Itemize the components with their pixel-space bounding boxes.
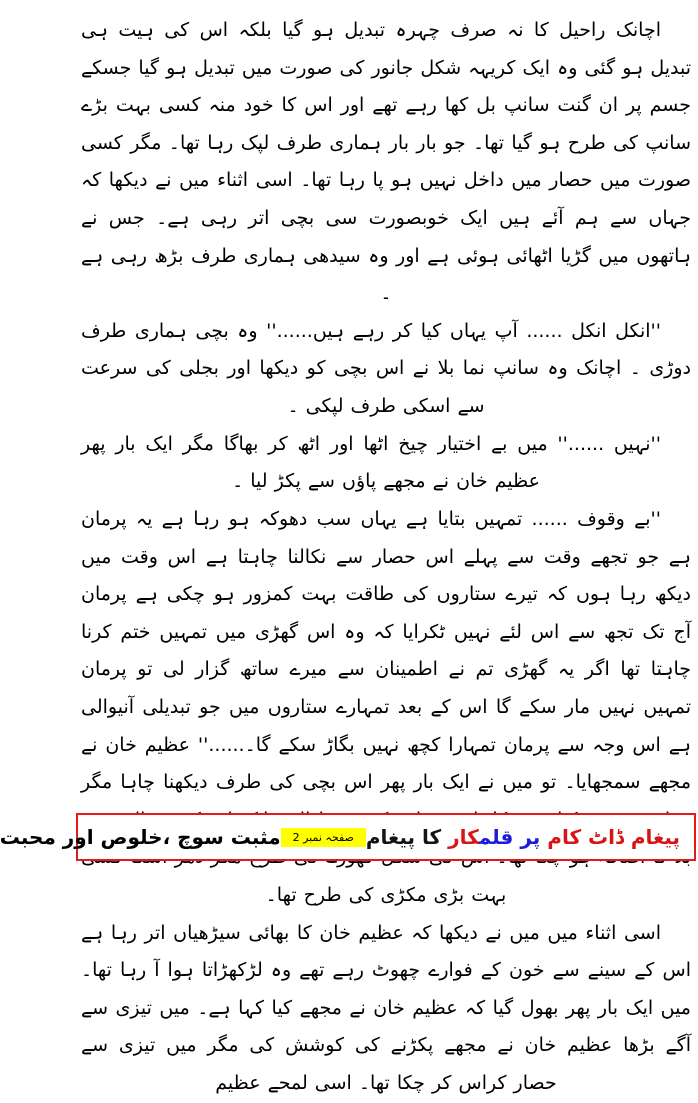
story-text <box>74 0 698 1103</box>
footer-bar <box>0 813 696 861</box>
story-paragraph: ''انکل انکل ...... آپ یہاں کیا کر رہے ہیں......'' وہ بچی ہماری طرف دوڑی ۔ اچانک وہ سانپ نما بلا نے اس بچی کو دیکھا اور بجلی کی سرعت سے اسکی طرف لپکی ۔ <box>81 319 691 418</box>
motto-text: مثبت سوچ ،خلوص اور محبت <box>0 825 281 849</box>
site-title-segment: کا پیغام <box>365 825 449 849</box>
page-number-badge: صفحہ نمبر 2 <box>281 828 366 847</box>
story-paragraph: اسی اثناء میں میں نے دیکھا کہ عظیم خان کا بھائی سیڑھیاں اتر رہا ہے اس کے سینے سے خون کے فوارے چھوٹ رہے تھے وہ لڑکھڑاتا ہوا آ رہا تھا۔ میں ایک بار پھر بھول گیا کہ عظیم خان نے مجھے کیا کہا ہے۔ میں تیزی سے آگے بڑھا عظیم خان نے مجھے پکڑنے کی کوشش کی مگر میں تیزی سے حصار کراس کر چکا تھا۔ اسی لمحے عظیم <box>81 921 691 1095</box>
site-title-segment: پر قلم‍ <box>478 825 548 849</box>
site-title-segment: ‍کار <box>448 825 479 849</box>
story-paragraph: ''نہیں ......'' میں بے اختیار چیخ اٹھا اور اٹھ کر بھاگا مگر ایک بار پھر عظیم خان نے مجھے پاؤں سے پکڑ لیا ۔ <box>81 432 661 493</box>
site-title <box>366 825 680 849</box>
story-paragraph: ''بے وقوف ...... تمہیں بتایا ہے یہاں سب دھوکہ ہو رہا ہے یہ پرمان ہے جو تجھے وقت سے پہلے اس حصار سے نکالنا چاہتا ہے اس وقت میں دیکھ رہا ہوں کہ تیرے ستاروں کی طاقت بہت کمزور ہو چکی ہے پرمان آج تک تجھ سے اس لئے نہیں ٹکرایا کہ وہ اس گھڑی میں تمہیں ختم کرنا چاہتا تھا اگر یہ گھڑی تم نے اطمینان سے میرے ساتھ گزار لی تو پرمان تمہیں نہیں مار سکے گا اس کے بعد تمہارے ستاروں میں جو تبدیلی آنیوالی ہے اس وجہ سے پرمان تمہارا کچھ نہیں بگاڑ سکے گا۔......'' عظیم خان نے مجھے سمجھایا۔ تو میں نے ایک بار پھر اس بچی کی طرف دیکھنا چاہا مگر بہت بڑی مکڑی کی طرح تھا۔ <box>81 507 691 907</box>
story-paragraph: اچانک راحیل کا نہ صرف چہرہ تبدیل ہو گیا بلکہ اس کی ہیت ہی تبدیل ہو گئی وہ ایک کریہہ شکل جانور کی صورت میں تبدیل ہو گیا جسکے جسم پر ان گنت سانپ بل کھا رہے تھے اور اس کا خود منہ کسی بہت بڑے سانپ کی طرح ہو گیا تھا۔ جو بار بار ہماری طرف لپک رہا تھا۔ مگر کسی صورت میں حصار میں داخل نہیں ہو پا رہا تھا۔ اسی اثناء میں نے دیکھا کہ جہاں سے ہم آئے ہیں ایک خوبصورت سی بچی اتر رہی ہے۔ جس نے ہاتھوں میں گڑیا اٹھائی ہوئی ہے اور وہ سیدھی ہماری طرف بڑھ رہی ہے ۔ <box>81 19 691 305</box>
site-title-segment: پیغام ڈاٹ کام <box>547 825 680 849</box>
